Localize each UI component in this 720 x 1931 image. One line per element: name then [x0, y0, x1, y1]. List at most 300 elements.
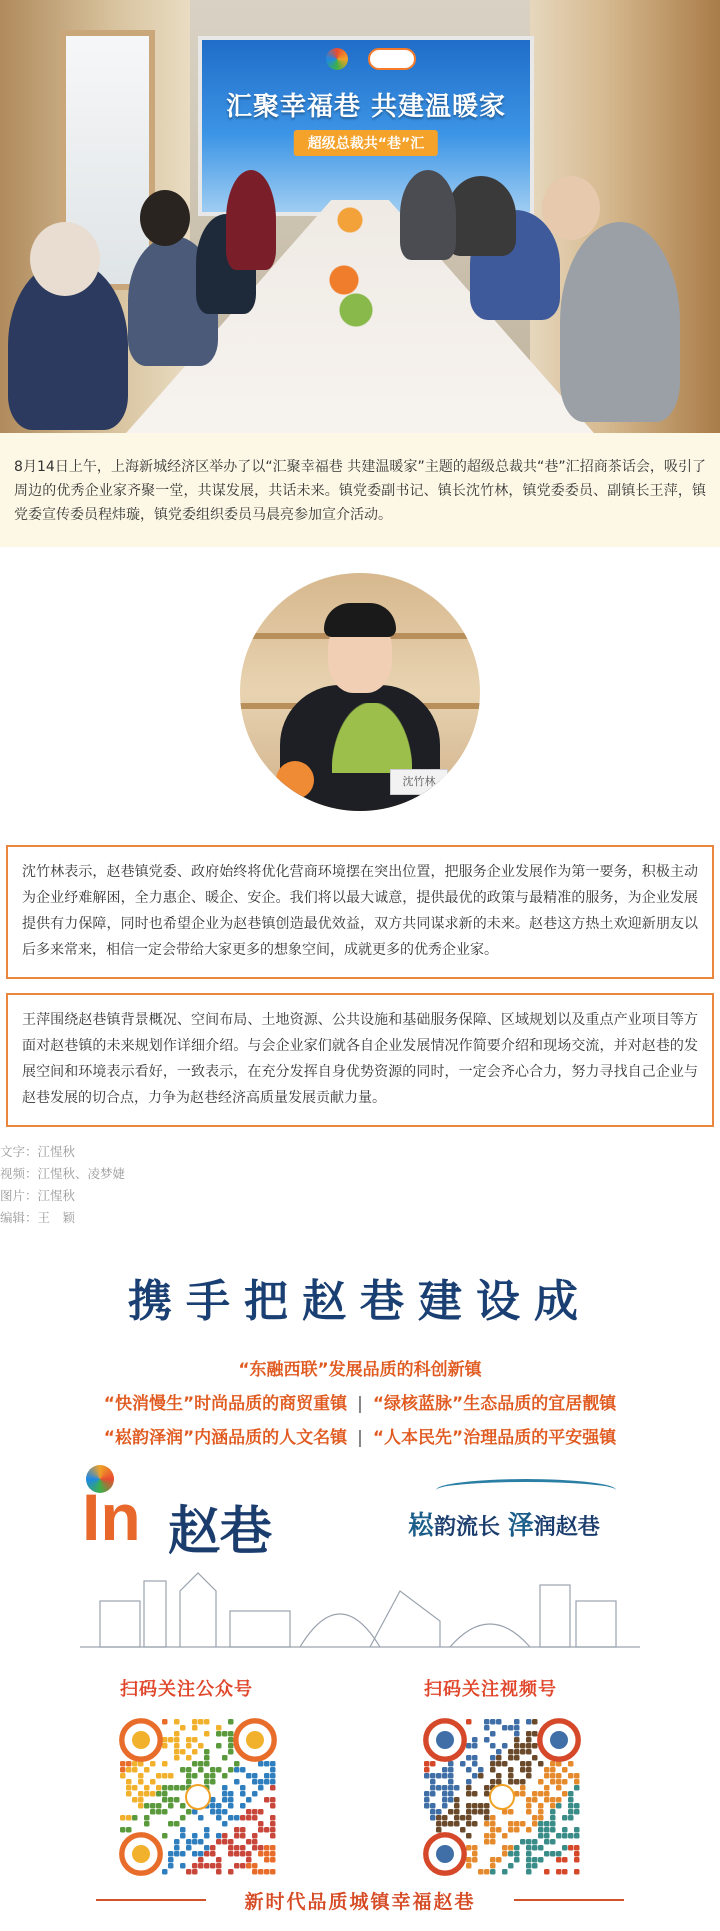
qr-module — [228, 1749, 234, 1755]
brand-slogan-part: 韵流长 — [434, 1514, 501, 1540]
qr-module — [252, 1815, 258, 1821]
qr-module — [138, 1803, 144, 1809]
qr-module — [556, 1869, 562, 1875]
qr-module — [264, 1779, 270, 1785]
qr-module — [574, 1779, 580, 1785]
qr-module — [180, 1827, 186, 1833]
qr-module — [228, 1839, 234, 1845]
qr-module — [168, 1797, 174, 1803]
qr-module — [216, 1725, 222, 1731]
qr-module — [514, 1821, 520, 1827]
qr-module — [568, 1815, 574, 1821]
qr-module — [472, 1743, 478, 1749]
qr-module — [526, 1851, 532, 1857]
qr-module — [210, 1803, 216, 1809]
qr-module — [150, 1803, 156, 1809]
qr-module — [574, 1803, 580, 1809]
qr-module — [210, 1767, 216, 1773]
qr-module — [556, 1773, 562, 1779]
qr-module — [270, 1821, 276, 1827]
qr-module — [568, 1809, 574, 1815]
qr-module — [126, 1791, 132, 1797]
qr-module — [120, 1767, 126, 1773]
qr-module — [442, 1785, 448, 1791]
qr-module — [472, 1803, 478, 1809]
qr-module — [204, 1749, 210, 1755]
qr-module — [442, 1815, 448, 1821]
credit-label: 文字： — [0, 1144, 38, 1159]
qr-module — [174, 1785, 180, 1791]
qr-module — [436, 1815, 442, 1821]
qr-module — [150, 1791, 156, 1797]
qr-module — [126, 1779, 132, 1785]
qr-module — [174, 1737, 180, 1743]
qr-module — [490, 1815, 496, 1821]
qr-module — [550, 1803, 556, 1809]
qr-module — [240, 1785, 246, 1791]
qr-module — [174, 1743, 180, 1749]
qr-module — [424, 1797, 430, 1803]
qr-module — [574, 1809, 580, 1815]
qr-module — [430, 1809, 436, 1815]
qr-module — [222, 1839, 228, 1845]
qr-module — [252, 1869, 258, 1875]
qr-module — [174, 1749, 180, 1755]
qr-module — [448, 1797, 454, 1803]
qr-module — [150, 1779, 156, 1785]
brand-slogan-part: 润赵巷 — [533, 1514, 600, 1540]
qr-module — [448, 1791, 454, 1797]
slogan-text: “崧韵泽润”内涵品质的人文名镇 — [103, 1428, 348, 1448]
qr-module — [472, 1761, 478, 1767]
poster-slogan-2 — [0, 1389, 720, 1414]
qr-module — [270, 1779, 276, 1785]
qr-module — [216, 1743, 222, 1749]
qr-module — [448, 1773, 454, 1779]
qr-module — [228, 1731, 234, 1737]
qr-module — [252, 1773, 258, 1779]
qr-module — [454, 1809, 460, 1815]
credit-text — [0, 1141, 720, 1163]
qr-module — [544, 1821, 550, 1827]
qr-module — [192, 1761, 198, 1767]
qr-module — [192, 1749, 198, 1755]
qr-module — [424, 1773, 430, 1779]
qr-module — [258, 1851, 264, 1857]
qr-module — [568, 1845, 574, 1851]
qr-module — [538, 1815, 544, 1821]
nameplate: 沈竹林 — [390, 769, 448, 795]
credit-value: 江惺秋、凌梦婕 — [37, 1166, 126, 1181]
qr-module — [490, 1869, 496, 1875]
qr-module — [270, 1773, 276, 1779]
qr-module — [490, 1827, 496, 1833]
qr-module — [544, 1791, 550, 1797]
qr-module — [198, 1863, 204, 1869]
qr-module — [258, 1821, 264, 1827]
qr-module — [574, 1833, 580, 1839]
qr-module — [174, 1845, 180, 1851]
qr-module — [234, 1851, 240, 1857]
qr-module — [448, 1779, 454, 1785]
qr-module — [264, 1773, 270, 1779]
qr-module — [520, 1779, 526, 1785]
qr-module — [270, 1851, 276, 1857]
qr-module — [520, 1839, 526, 1845]
qr-module — [222, 1773, 228, 1779]
footer-slogan: 新时代品质城镇幸福赵巷 — [244, 1891, 476, 1913]
qr-module — [144, 1785, 150, 1791]
qr-module — [222, 1791, 228, 1797]
qr-module — [162, 1785, 168, 1791]
qr-module — [508, 1809, 514, 1815]
qr-module — [162, 1833, 168, 1839]
attendee — [400, 170, 456, 260]
qr-module — [240, 1803, 246, 1809]
qr-module — [264, 1857, 270, 1863]
qr-module — [538, 1761, 544, 1767]
qr-module — [180, 1851, 186, 1857]
grass-decoration — [332, 703, 412, 773]
qr-module — [222, 1821, 228, 1827]
qr-module — [532, 1815, 538, 1821]
qr-module — [216, 1767, 222, 1773]
qr-module — [246, 1773, 252, 1779]
qr-module — [454, 1803, 460, 1809]
qr-module — [144, 1821, 150, 1827]
qr-module — [162, 1773, 168, 1779]
flower-centerpiece — [320, 190, 380, 340]
qr-module — [234, 1761, 240, 1767]
qr-module — [562, 1791, 568, 1797]
qr-module — [562, 1827, 568, 1833]
qr-module — [514, 1851, 520, 1857]
qr-code-video-channel[interactable] — [422, 1717, 582, 1877]
qr-module — [198, 1719, 204, 1725]
qr-module — [270, 1845, 276, 1851]
qr-module — [496, 1749, 502, 1755]
qr-module — [454, 1797, 460, 1803]
qr-module — [496, 1779, 502, 1785]
paragraph-box — [6, 845, 714, 979]
qr-module — [526, 1809, 532, 1815]
qr-module — [544, 1773, 550, 1779]
qr-module — [466, 1815, 472, 1821]
qr-module — [186, 1845, 192, 1851]
qr-module — [126, 1785, 132, 1791]
qr-module — [484, 1803, 490, 1809]
qr-module — [168, 1773, 174, 1779]
qr-module — [526, 1773, 532, 1779]
qr-module — [186, 1767, 192, 1773]
qr-module — [270, 1761, 276, 1767]
qr-module — [240, 1815, 246, 1821]
qr-module — [210, 1851, 216, 1857]
qr-module — [442, 1773, 448, 1779]
qr-module — [442, 1767, 448, 1773]
qr-module — [550, 1839, 556, 1845]
qr-module — [240, 1791, 246, 1797]
qr-module — [496, 1773, 502, 1779]
qr-module — [526, 1863, 532, 1869]
speaker-hair — [324, 603, 396, 637]
qr-module — [168, 1737, 174, 1743]
qr-module — [240, 1767, 246, 1773]
qr-module — [502, 1851, 508, 1857]
credit-value: 王 颖 — [37, 1210, 76, 1225]
qr-module — [526, 1845, 532, 1851]
qr-module — [162, 1743, 168, 1749]
qr-module — [484, 1725, 490, 1731]
qr-module — [490, 1767, 496, 1773]
qr-module — [204, 1731, 210, 1737]
poster-calligraphy-title: 携手把赵巷建设成 — [128, 1276, 592, 1327]
qr-module — [538, 1791, 544, 1797]
qr-module — [514, 1725, 520, 1731]
qr-module — [126, 1767, 132, 1773]
qr-module — [562, 1779, 568, 1785]
qr-module — [490, 1731, 496, 1737]
qr-module — [180, 1863, 186, 1869]
qr-module — [144, 1815, 150, 1821]
qr-module — [532, 1743, 538, 1749]
qr-module — [132, 1797, 138, 1803]
qr-module — [270, 1815, 276, 1821]
qr-module — [532, 1845, 538, 1851]
qr-module — [186, 1779, 192, 1785]
portrait-section — [0, 547, 720, 809]
qr-module — [508, 1773, 514, 1779]
attendee — [140, 190, 190, 246]
qr-module — [484, 1809, 490, 1815]
qr-module — [472, 1773, 478, 1779]
qr-module — [258, 1845, 264, 1851]
qr-module — [484, 1737, 490, 1743]
qr-module — [258, 1779, 264, 1785]
qr-module — [520, 1749, 526, 1755]
qr-module — [138, 1773, 144, 1779]
credit-value: 江惺秋 — [37, 1144, 76, 1159]
qr-module — [168, 1821, 174, 1827]
qr-module — [574, 1785, 580, 1791]
qr-module — [258, 1809, 264, 1815]
intro-text: 8月14日上午，上海新城经济区举办了以“汇聚幸福巷 共建温暖家”主题的超级总裁共“巷”汇招商茶话会，吸引了周边的优秀企业家齐聚一堂，共谋发展，共话未来。镇党委副书记、镇长沈竹林，镇党委委员、副镇长王萍，镇党委宣传委员程炜璇，镇党委组织委员马晨亮参加宣介活动。 — [14, 459, 706, 523]
qr-module — [478, 1767, 484, 1773]
slogan-text: “绿核蓝脉”生态品质的宜居靓镇 — [372, 1394, 617, 1414]
qr-module — [424, 1791, 430, 1797]
qr-module — [502, 1845, 508, 1851]
qr-module — [490, 1719, 496, 1725]
qr-module — [252, 1833, 258, 1839]
credit-label: 视频： — [0, 1166, 38, 1181]
qr-module — [150, 1761, 156, 1767]
qr-module — [496, 1719, 502, 1725]
qr-module — [162, 1719, 168, 1725]
qr-center-logo-icon — [490, 1785, 514, 1809]
qr-module — [258, 1869, 264, 1875]
qr-module — [520, 1785, 526, 1791]
credit-label: 编辑： — [0, 1210, 38, 1225]
qr-module — [252, 1779, 258, 1785]
attendee — [30, 222, 100, 296]
qr-module — [138, 1797, 144, 1803]
qr-module — [466, 1785, 472, 1791]
qr-module — [198, 1851, 204, 1857]
qr-module — [144, 1803, 150, 1809]
qr-module — [466, 1857, 472, 1863]
qr-module — [550, 1821, 556, 1827]
qr-title-video-channel: 扫码关注视频号 — [424, 1679, 557, 1700]
brand-in-logo: In — [82, 1480, 141, 1554]
qr-module — [484, 1821, 490, 1827]
qr-module — [270, 1785, 276, 1791]
qr-module — [240, 1851, 246, 1857]
qr-module — [436, 1785, 442, 1791]
qr-module — [180, 1833, 186, 1839]
qr-module — [258, 1827, 264, 1833]
credits — [0, 1127, 720, 1229]
qr-module — [544, 1839, 550, 1845]
qr-module — [234, 1845, 240, 1851]
qr-module — [264, 1761, 270, 1767]
qr-finder — [436, 1845, 454, 1863]
qr-module — [204, 1863, 210, 1869]
qr-module — [192, 1737, 198, 1743]
qr-title-official-account: 扫码关注公众号 — [120, 1679, 253, 1700]
qr-module — [228, 1767, 234, 1773]
qr-module — [532, 1731, 538, 1737]
qr-module — [568, 1803, 574, 1809]
qr-module — [162, 1761, 168, 1767]
qr-module — [424, 1803, 430, 1809]
qr-module — [526, 1869, 532, 1875]
qr-module — [466, 1863, 472, 1869]
qr-module — [514, 1827, 520, 1833]
qr-module — [228, 1719, 234, 1725]
qr-module — [162, 1791, 168, 1797]
qr-module — [550, 1761, 556, 1767]
qr-module — [204, 1773, 210, 1779]
qr-module — [240, 1845, 246, 1851]
qr-module — [264, 1869, 270, 1875]
qr-module — [264, 1851, 270, 1857]
qr-module — [502, 1833, 508, 1839]
qr-module — [454, 1785, 460, 1791]
qr-module — [574, 1845, 580, 1851]
qr-module — [532, 1791, 538, 1797]
qr-module — [186, 1809, 192, 1815]
qr-module — [430, 1791, 436, 1797]
qr-module — [574, 1869, 580, 1875]
qr-module — [234, 1779, 240, 1785]
meeting-photo — [0, 0, 720, 433]
brand-slogan-part: 崧 — [408, 1511, 435, 1541]
qr-module — [526, 1827, 532, 1833]
qr-module — [478, 1869, 484, 1875]
qr-module — [544, 1833, 550, 1839]
qr-module — [568, 1761, 574, 1767]
qr-module — [180, 1785, 186, 1791]
qr-module — [192, 1833, 198, 1839]
qr-module — [222, 1809, 228, 1815]
qr-module — [204, 1845, 210, 1851]
qr-module — [544, 1827, 550, 1833]
qr-module — [246, 1863, 252, 1869]
qr-module — [234, 1815, 240, 1821]
paragraph-text: 沈竹林表示，赵巷镇党委、政府始终将优化营商环境摆在突出位置，把服务企业发展作为第一要务，积极主动为企业纾难解困，全力惠企、暖企、安企。我们将以最大诚意，提供最优的政策与最精准的服务，为企业发展提供有力保障，同时也希望企业为赵巷镇创造最优效益，双方共同谋求新的未来。赵巷这方热土欢迎新朋友以后多来常来，相信一定会带给大家更多的想象空间，成就更多的优秀企业家。 — [22, 864, 698, 958]
qr-module — [156, 1803, 162, 1809]
qr-module — [508, 1755, 514, 1761]
qr-module — [180, 1803, 186, 1809]
qr-module — [228, 1869, 234, 1875]
qr-module — [466, 1767, 472, 1773]
qr-module — [466, 1809, 472, 1815]
qr-module — [252, 1863, 258, 1869]
qr-module — [436, 1827, 442, 1833]
qr-module — [532, 1821, 538, 1827]
qr-module — [526, 1761, 532, 1767]
qr-module — [430, 1803, 436, 1809]
qr-module — [252, 1791, 258, 1797]
brand-slogan-right — [408, 1505, 600, 1542]
qr-module — [210, 1809, 216, 1815]
attendee — [542, 176, 600, 240]
qr-module — [466, 1845, 472, 1851]
qr-module — [466, 1719, 472, 1725]
wave-icon — [436, 1479, 616, 1501]
qr-module — [508, 1821, 514, 1827]
qr-finder — [246, 1731, 264, 1749]
qr-module — [484, 1833, 490, 1839]
qr-module — [168, 1863, 174, 1869]
qr-module — [216, 1863, 222, 1869]
qr-module — [508, 1827, 514, 1833]
qr-module — [204, 1833, 210, 1839]
qr-module — [192, 1719, 198, 1725]
qr-module — [538, 1779, 544, 1785]
qr-module — [270, 1857, 276, 1863]
qr-module — [156, 1773, 162, 1779]
qr-module — [138, 1791, 144, 1797]
qr-module — [514, 1737, 520, 1743]
qr-module — [490, 1833, 496, 1839]
qr-module — [264, 1827, 270, 1833]
qr-module — [508, 1749, 514, 1755]
qr-module — [550, 1815, 556, 1821]
qr-module — [508, 1851, 514, 1857]
qr-module — [448, 1767, 454, 1773]
qr-module — [228, 1851, 234, 1857]
qr-module — [174, 1851, 180, 1857]
qr-module — [502, 1761, 508, 1767]
qr-module — [156, 1785, 162, 1791]
qr-module — [454, 1815, 460, 1821]
qr-module — [174, 1719, 180, 1725]
qr-center-logo-icon — [186, 1785, 210, 1809]
qr-module — [574, 1827, 580, 1833]
qr-module — [198, 1743, 204, 1749]
qr-module — [174, 1797, 180, 1803]
qr-module — [460, 1761, 466, 1767]
qr-module — [204, 1755, 210, 1761]
qr-code-official-account[interactable] — [118, 1717, 278, 1877]
qr-module — [496, 1755, 502, 1761]
qr-module — [156, 1809, 162, 1815]
qr-module — [198, 1857, 204, 1863]
qr-module — [514, 1743, 520, 1749]
qr-module — [430, 1761, 436, 1767]
qr-module — [508, 1845, 514, 1851]
